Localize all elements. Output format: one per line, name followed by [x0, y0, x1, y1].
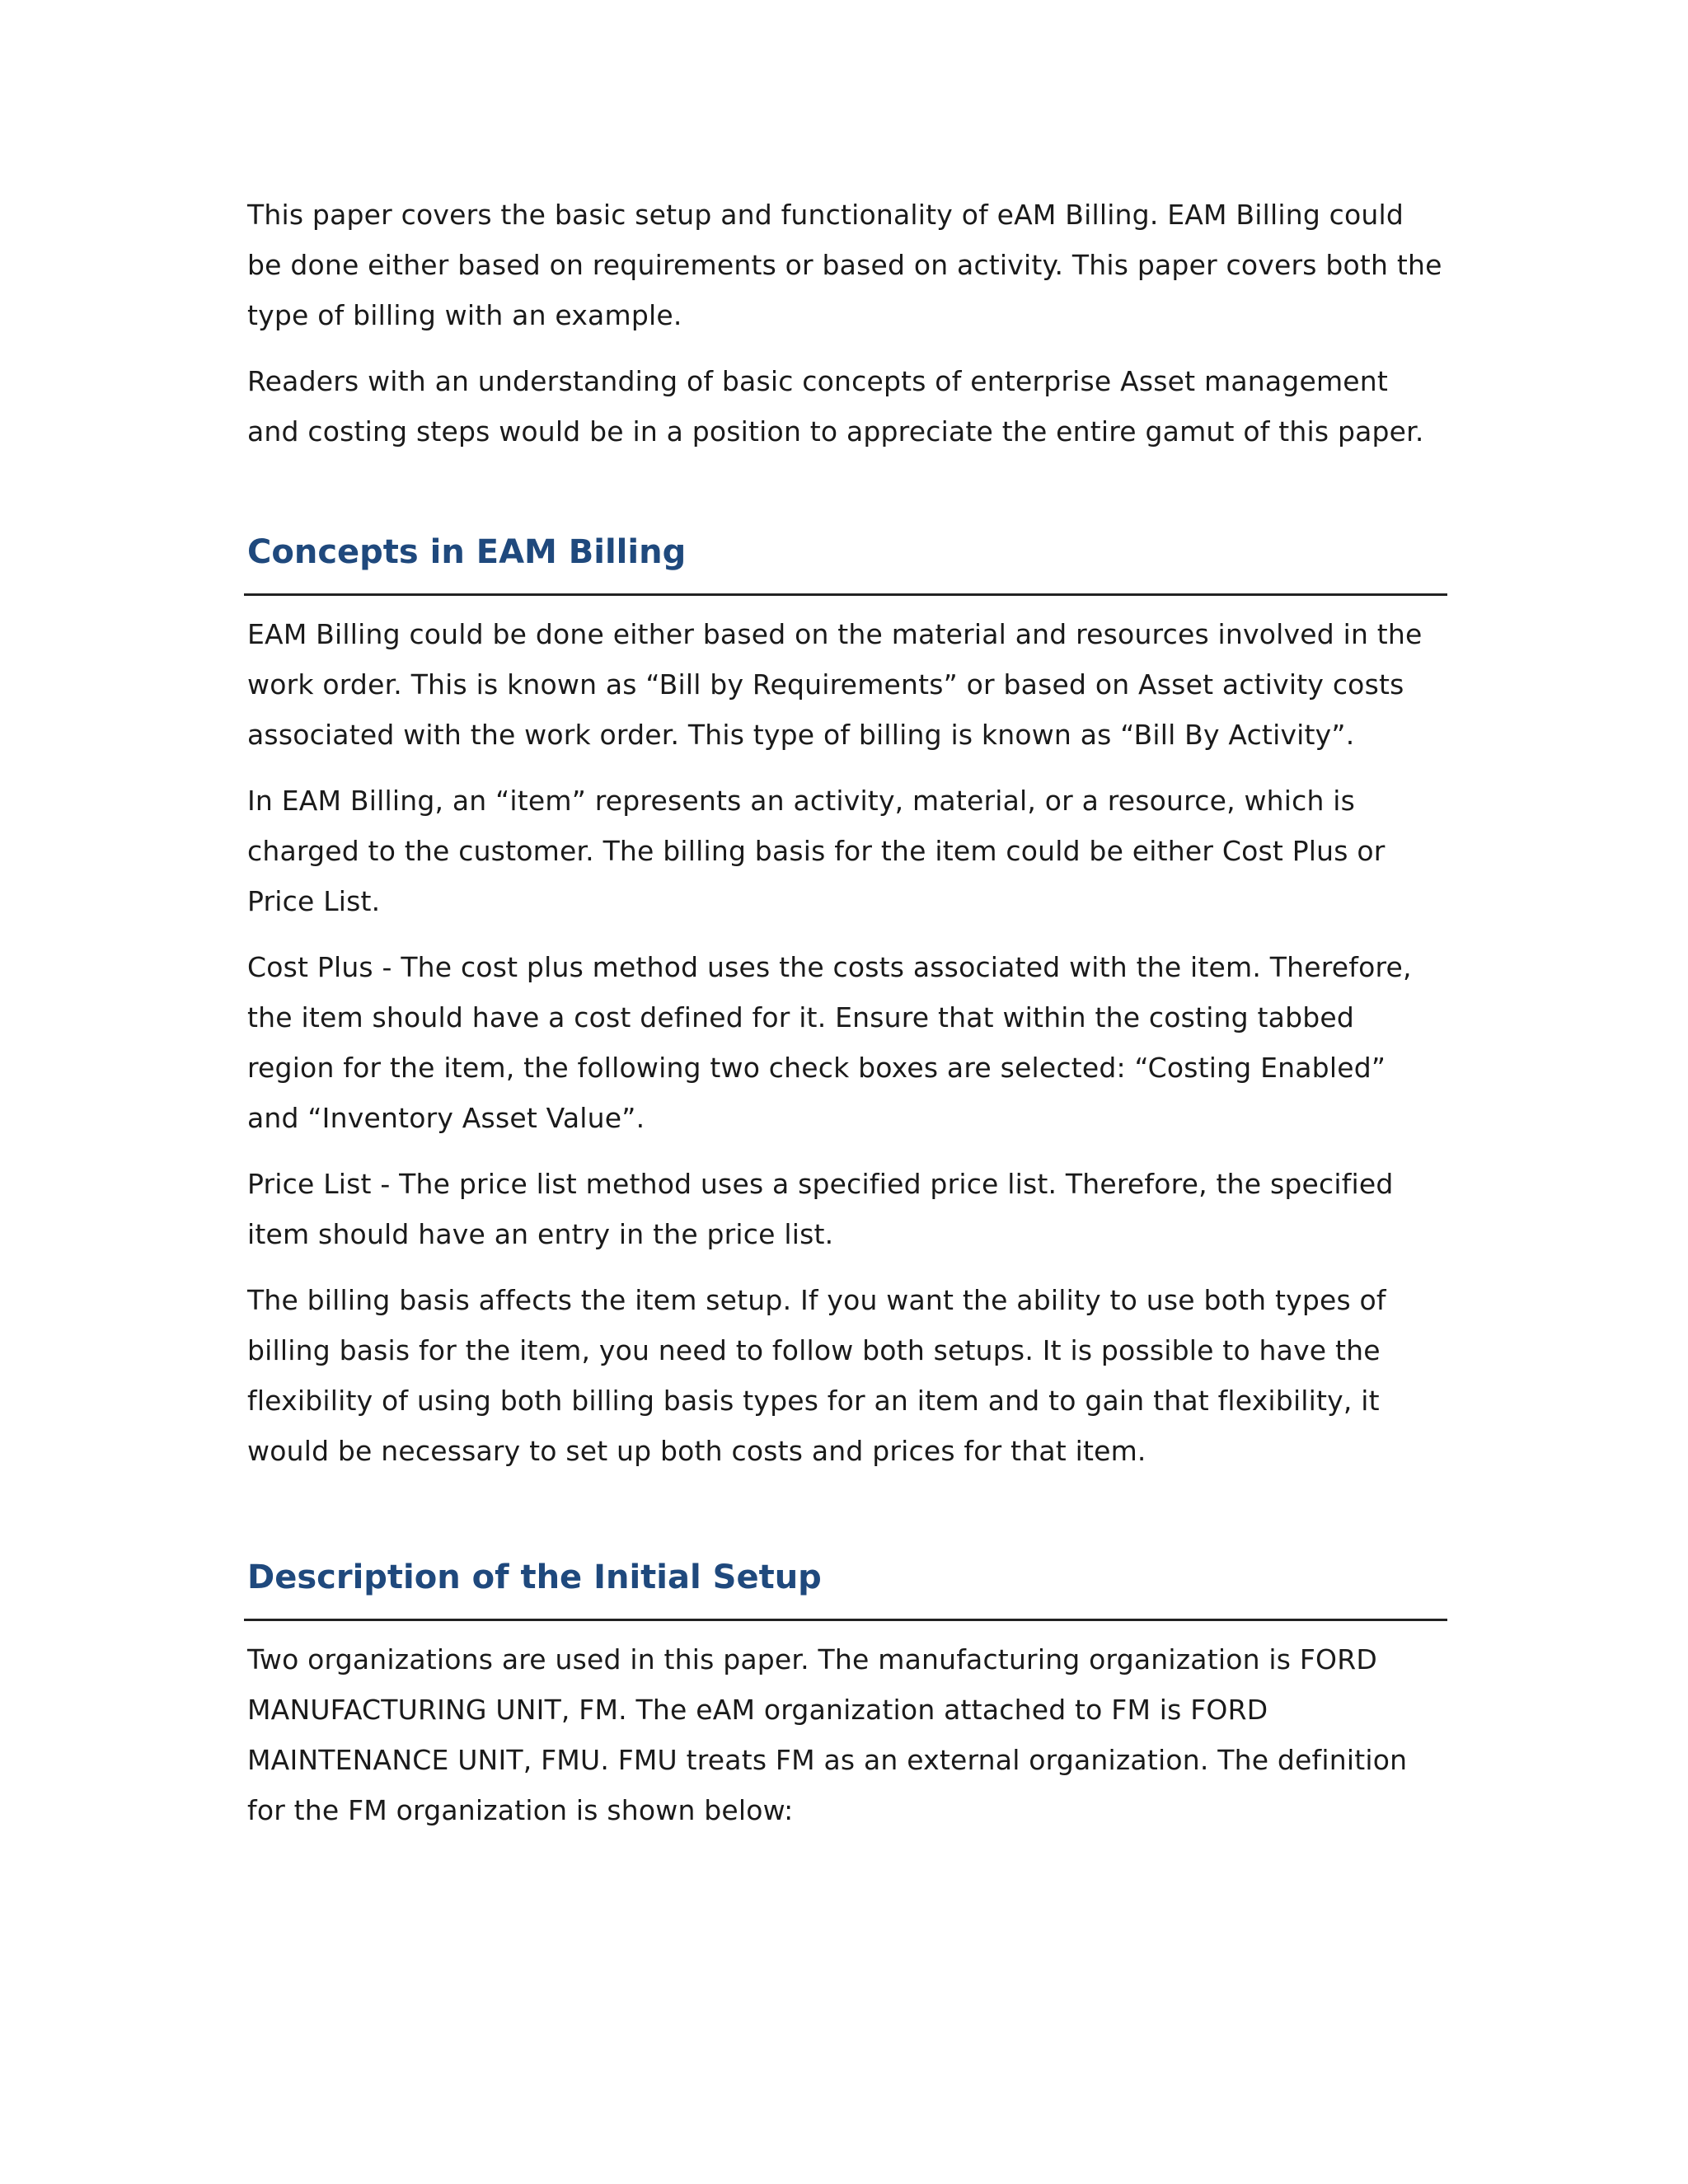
section-heading-initial-setup: Description of the Initial Setup: [247, 1558, 822, 1596]
intro-block: [247, 190, 1442, 457]
section-body-initial-setup: [247, 1634, 1442, 1835]
section-initial-setup: [247, 1554, 1442, 1835]
document-content: [247, 190, 1442, 1851]
concepts-paragraph-5: The billing basis affects the item setup. If you want the ability to use both types of billing basis for the item, you need to follow both setups. It is possible to have the flexibility of using both billing basis types for an item and to gain that flexibility, it would be necessary to set up both costs and prices for that item.: [247, 1284, 1386, 1467]
section-body-concepts: [247, 609, 1442, 1476]
section-divider: [244, 1619, 1447, 1621]
section-heading-concepts: Concepts in EAM Billing: [247, 533, 687, 571]
intro-paragraph-2: Readers with an understanding of basic concepts of enterprise Asset management and costing steps would be in a position to appreciate the entire gamut of this paper.: [247, 365, 1424, 448]
setup-paragraph-1: Two organizations are used in this paper. The manufacturing organization is FORD MANUFACTURING UNIT, FM. The eAM organization attached to FM is FORD MAINTENANCE UNIT, FMU. FMU treats FM as an external organization. The definition for the FM organization is shown below:: [247, 1643, 1408, 1826]
section-divider: [244, 593, 1447, 596]
section-concepts: [247, 529, 1442, 1476]
concepts-paragraph-1: EAM Billing could be done either based on the material and resources involved in the work order. This is known as “Bill by Requirements” or based on Asset activity costs associated with the work order. This type of billing is known as “Bill By Activity”.: [247, 618, 1423, 751]
intro-paragraph-1: This paper covers the basic setup and functionality of eAM Billing. EAM Billing could be done either based on requirements or based on activity. This paper covers both the type of billing with an example.: [247, 199, 1442, 331]
concepts-paragraph-4: Price List - The price list method uses a specified price list. Therefore, the specified item should have an entry in the price list.: [247, 1168, 1394, 1250]
concepts-paragraph-3: Cost Plus - The cost plus method uses the costs associated with the item. Therefore, the item should have a cost defined for it. Ensure that within the costing tabbed region for the item, the following two check boxes are selected: “Costing Enabled” and “Inventory Asset Value”.: [247, 951, 1412, 1134]
concepts-paragraph-2: In EAM Billing, an “item” represents an activity, material, or a resource, which is charged to the customer. The billing basis for the item could be either Cost Plus or Price List.: [247, 785, 1386, 917]
